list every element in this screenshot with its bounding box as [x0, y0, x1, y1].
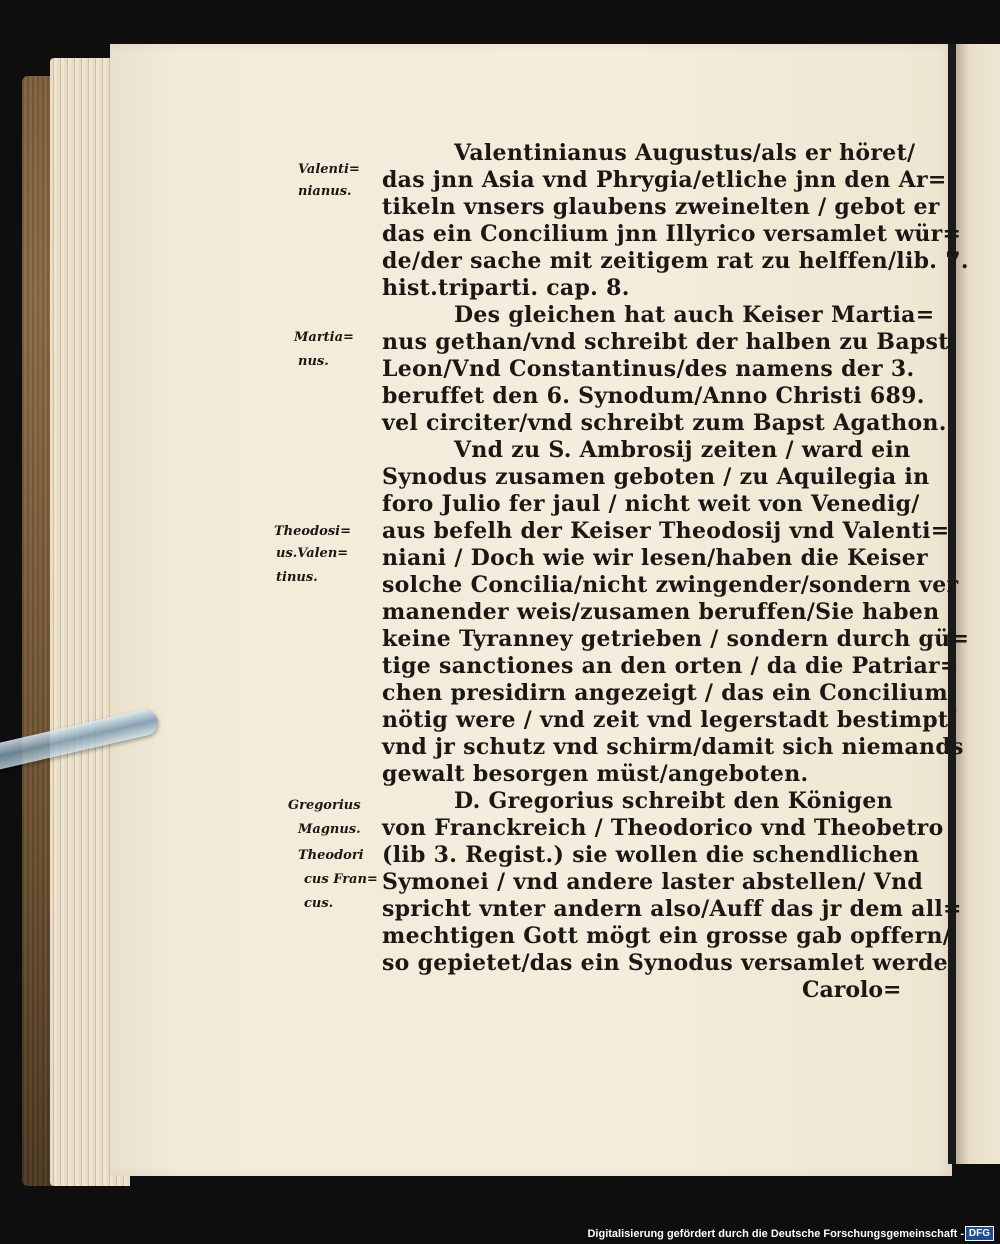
text-line: so gepietet/das ein Synodus versamlet werde.: [382, 950, 956, 976]
text-line: Leon/Vnd Constantinus/des namens der 3.: [382, 356, 915, 382]
text-line: das ein Concilium jnn Illyrico versamlet wür=: [382, 221, 962, 247]
text-line: aus befelh der Keiser Theodosij vnd Valenti=: [382, 518, 950, 544]
text-line: tige sanctiones an den orten / da die Patriar=: [382, 653, 959, 679]
dfg-logo: DFG: [965, 1226, 994, 1241]
text-line: hist.triparti. cap. 8.: [382, 275, 630, 301]
margin-note: nus.: [298, 354, 329, 369]
text-line: (lib 3. Regist.) sie wollen die schendlichen: [382, 842, 920, 868]
margin-note: Valenti=: [298, 162, 360, 177]
margin-note: Gregorius: [288, 798, 361, 813]
text-line: Valentinianus Augustus/als er höret/: [454, 140, 916, 166]
text-line: keine Tyranney getrieben / sondern durch gü=: [382, 626, 970, 652]
text-line: nus gethan/vnd schreibt der halben zu Bapst: [382, 329, 949, 355]
text-line: vnd jr schutz vnd schirm/damit sich niemands: [382, 734, 964, 760]
facing-page-edge: [956, 44, 1000, 1164]
margin-note: Theodori: [298, 848, 364, 863]
text-line: beruffet den 6. Synodum/Anno Christi 689.: [382, 383, 925, 409]
text-line: manender weis/zusamen beruffen/Sie haben: [382, 599, 940, 625]
catchword: Carolo=: [802, 977, 902, 1003]
text-line: gewalt besorgen müst/angeboten.: [382, 761, 809, 787]
text-line: das jnn Asia vnd Phrygia/etliche jnn den Ar=: [382, 167, 947, 193]
text-line: D. Gregorius schreibt den Königen: [454, 788, 893, 814]
text-line: solche Concilia/nicht zwingender/sondern ver: [382, 572, 959, 598]
margin-note: cus Fran=: [304, 872, 378, 887]
footer-credit: Digitalisierung gefördert durch die Deutsche Forschungsgemeinschaft -: [587, 1228, 964, 1240]
margin-note: tinus.: [276, 570, 318, 585]
text-line: Synodus zusamen geboten / zu Aquilegia in: [382, 464, 930, 490]
margin-note: us.Valen=: [276, 546, 349, 561]
margin-note: cus.: [304, 896, 334, 911]
text-line: de/der sache mit zeitigem rat zu helffen/lib. 7.: [382, 248, 969, 274]
text-line: nötig were / vnd zeit vnd legerstadt bestimpt/: [382, 707, 957, 733]
text-line: spricht vnter andern also/Auff das jr dem all=: [382, 896, 962, 922]
text-line: mechtigen Gott mögt ein grosse gab opffern/: [382, 923, 952, 949]
text-line: Vnd zu S. Ambrosij zeiten / ward ein: [454, 437, 911, 463]
margin-note: Martia=: [294, 330, 354, 345]
text-line: foro Julio fer jaul / nicht weit von Venedig/: [382, 491, 920, 517]
margin-note: nianus.: [298, 184, 352, 199]
text-line: chen presidirn angezeigt / das ein Concilium: [382, 680, 948, 706]
margin-note: Theodosi=: [274, 524, 351, 539]
text-line: niani / Doch wie wir lesen/haben die Keiser: [382, 545, 928, 571]
text-line: von Franckreich / Theodorico vnd Theobetro: [382, 815, 944, 841]
text-line: Symonei / vnd andere laster abstellen/ Vnd: [382, 869, 924, 895]
margin-note: Magnus.: [298, 822, 361, 837]
text-line: vel circiter/vnd schreibt zum Bapst Agathon.: [382, 410, 947, 436]
text-line: Des gleichen hat auch Keiser Martia=: [454, 302, 935, 328]
text-line: tikeln vnsers glaubens zweinelten / gebot er: [382, 194, 940, 220]
